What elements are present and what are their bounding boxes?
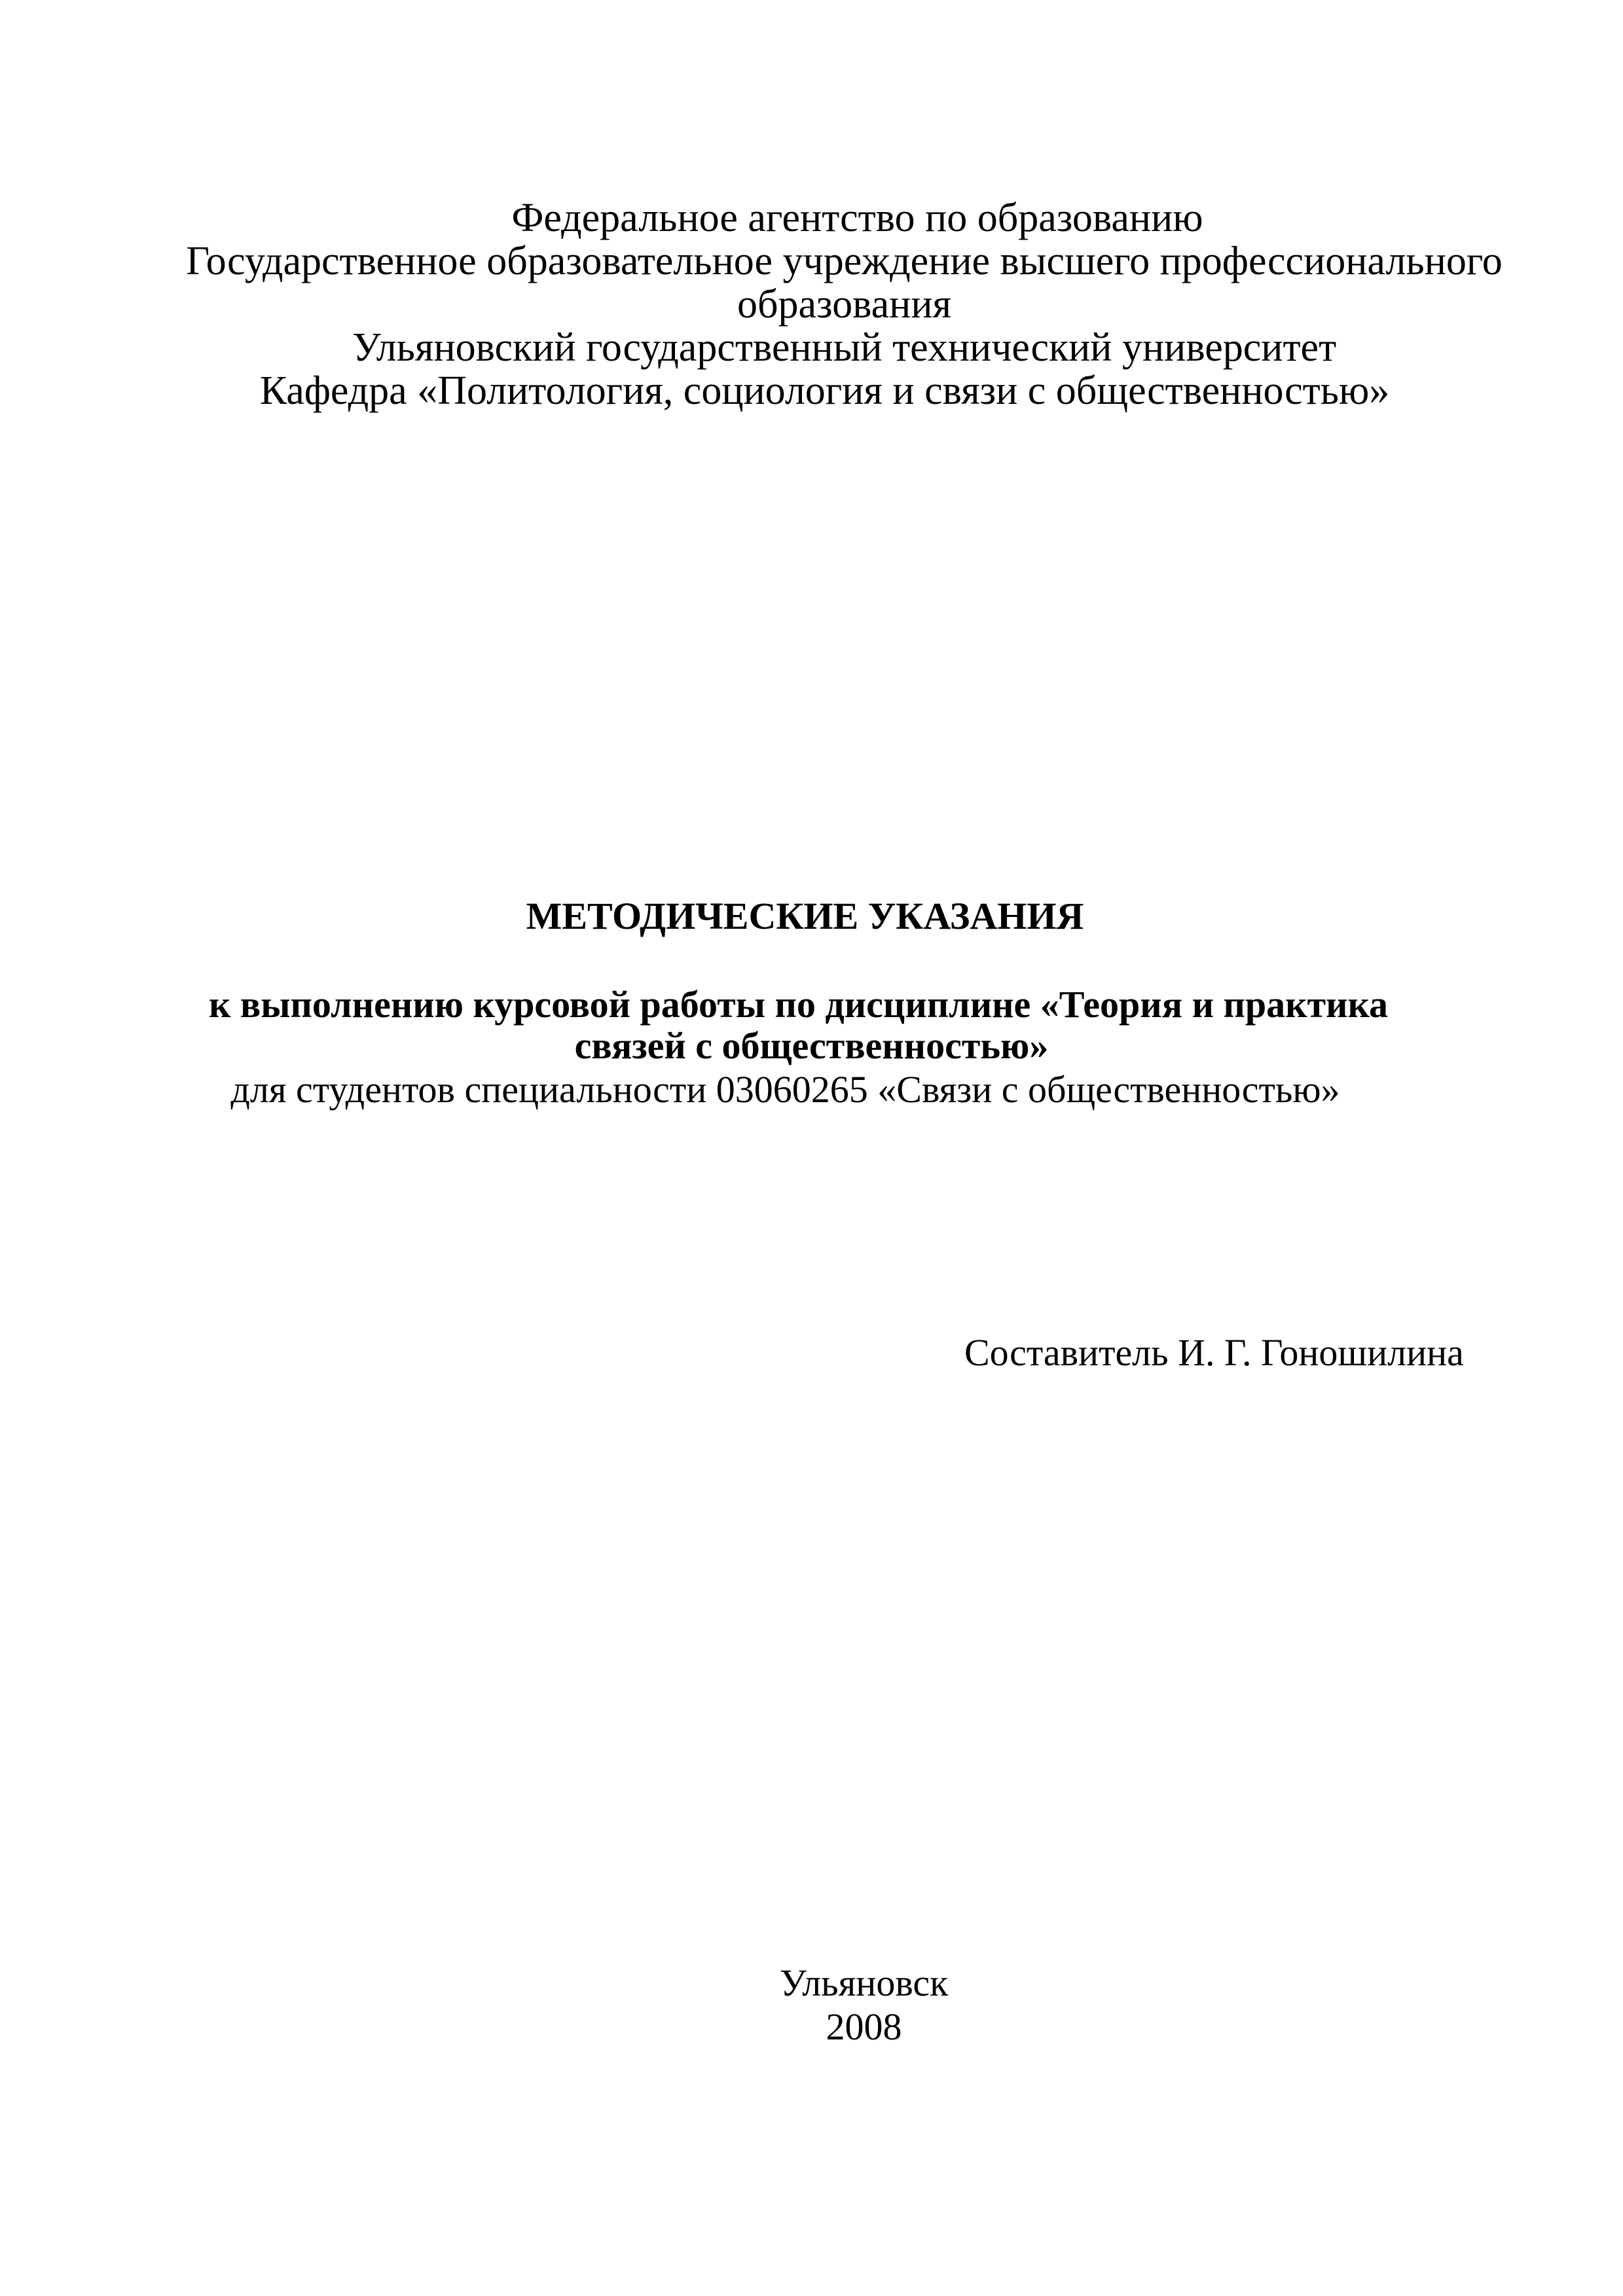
publication-city: Ульяновск — [779, 1962, 949, 2004]
subtitle-line1: к выполнению курсовой работы по дисциплине «Теория и практика — [208, 983, 1389, 1026]
department-name: Кафедра «Политология, социология и связи с общественностью» — [259, 368, 1390, 413]
institution-header — [0, 196, 1623, 412]
publication-year: 2008 — [826, 2005, 902, 2048]
author-credit: Составитель И. Г. Гоношилина — [964, 1331, 1464, 1374]
agency-name: Федеральное агентство по образованию — [511, 196, 1203, 240]
institution-type-line2: образования — [737, 282, 952, 327]
subtitle-line2: связей с общественностью» — [574, 1024, 1049, 1067]
document-title: МЕТОДИЧЕСКИЕ УКАЗАНИЯ — [526, 895, 1084, 937]
university-name: Ульяновский государственный технический университет — [352, 325, 1337, 370]
institution-type-line1: Государственное образовательное учреждение высшего профессионального — [186, 239, 1503, 283]
audience-line: для студентов специальности 03060265 «Связи с общественностью» — [230, 1068, 1340, 1111]
